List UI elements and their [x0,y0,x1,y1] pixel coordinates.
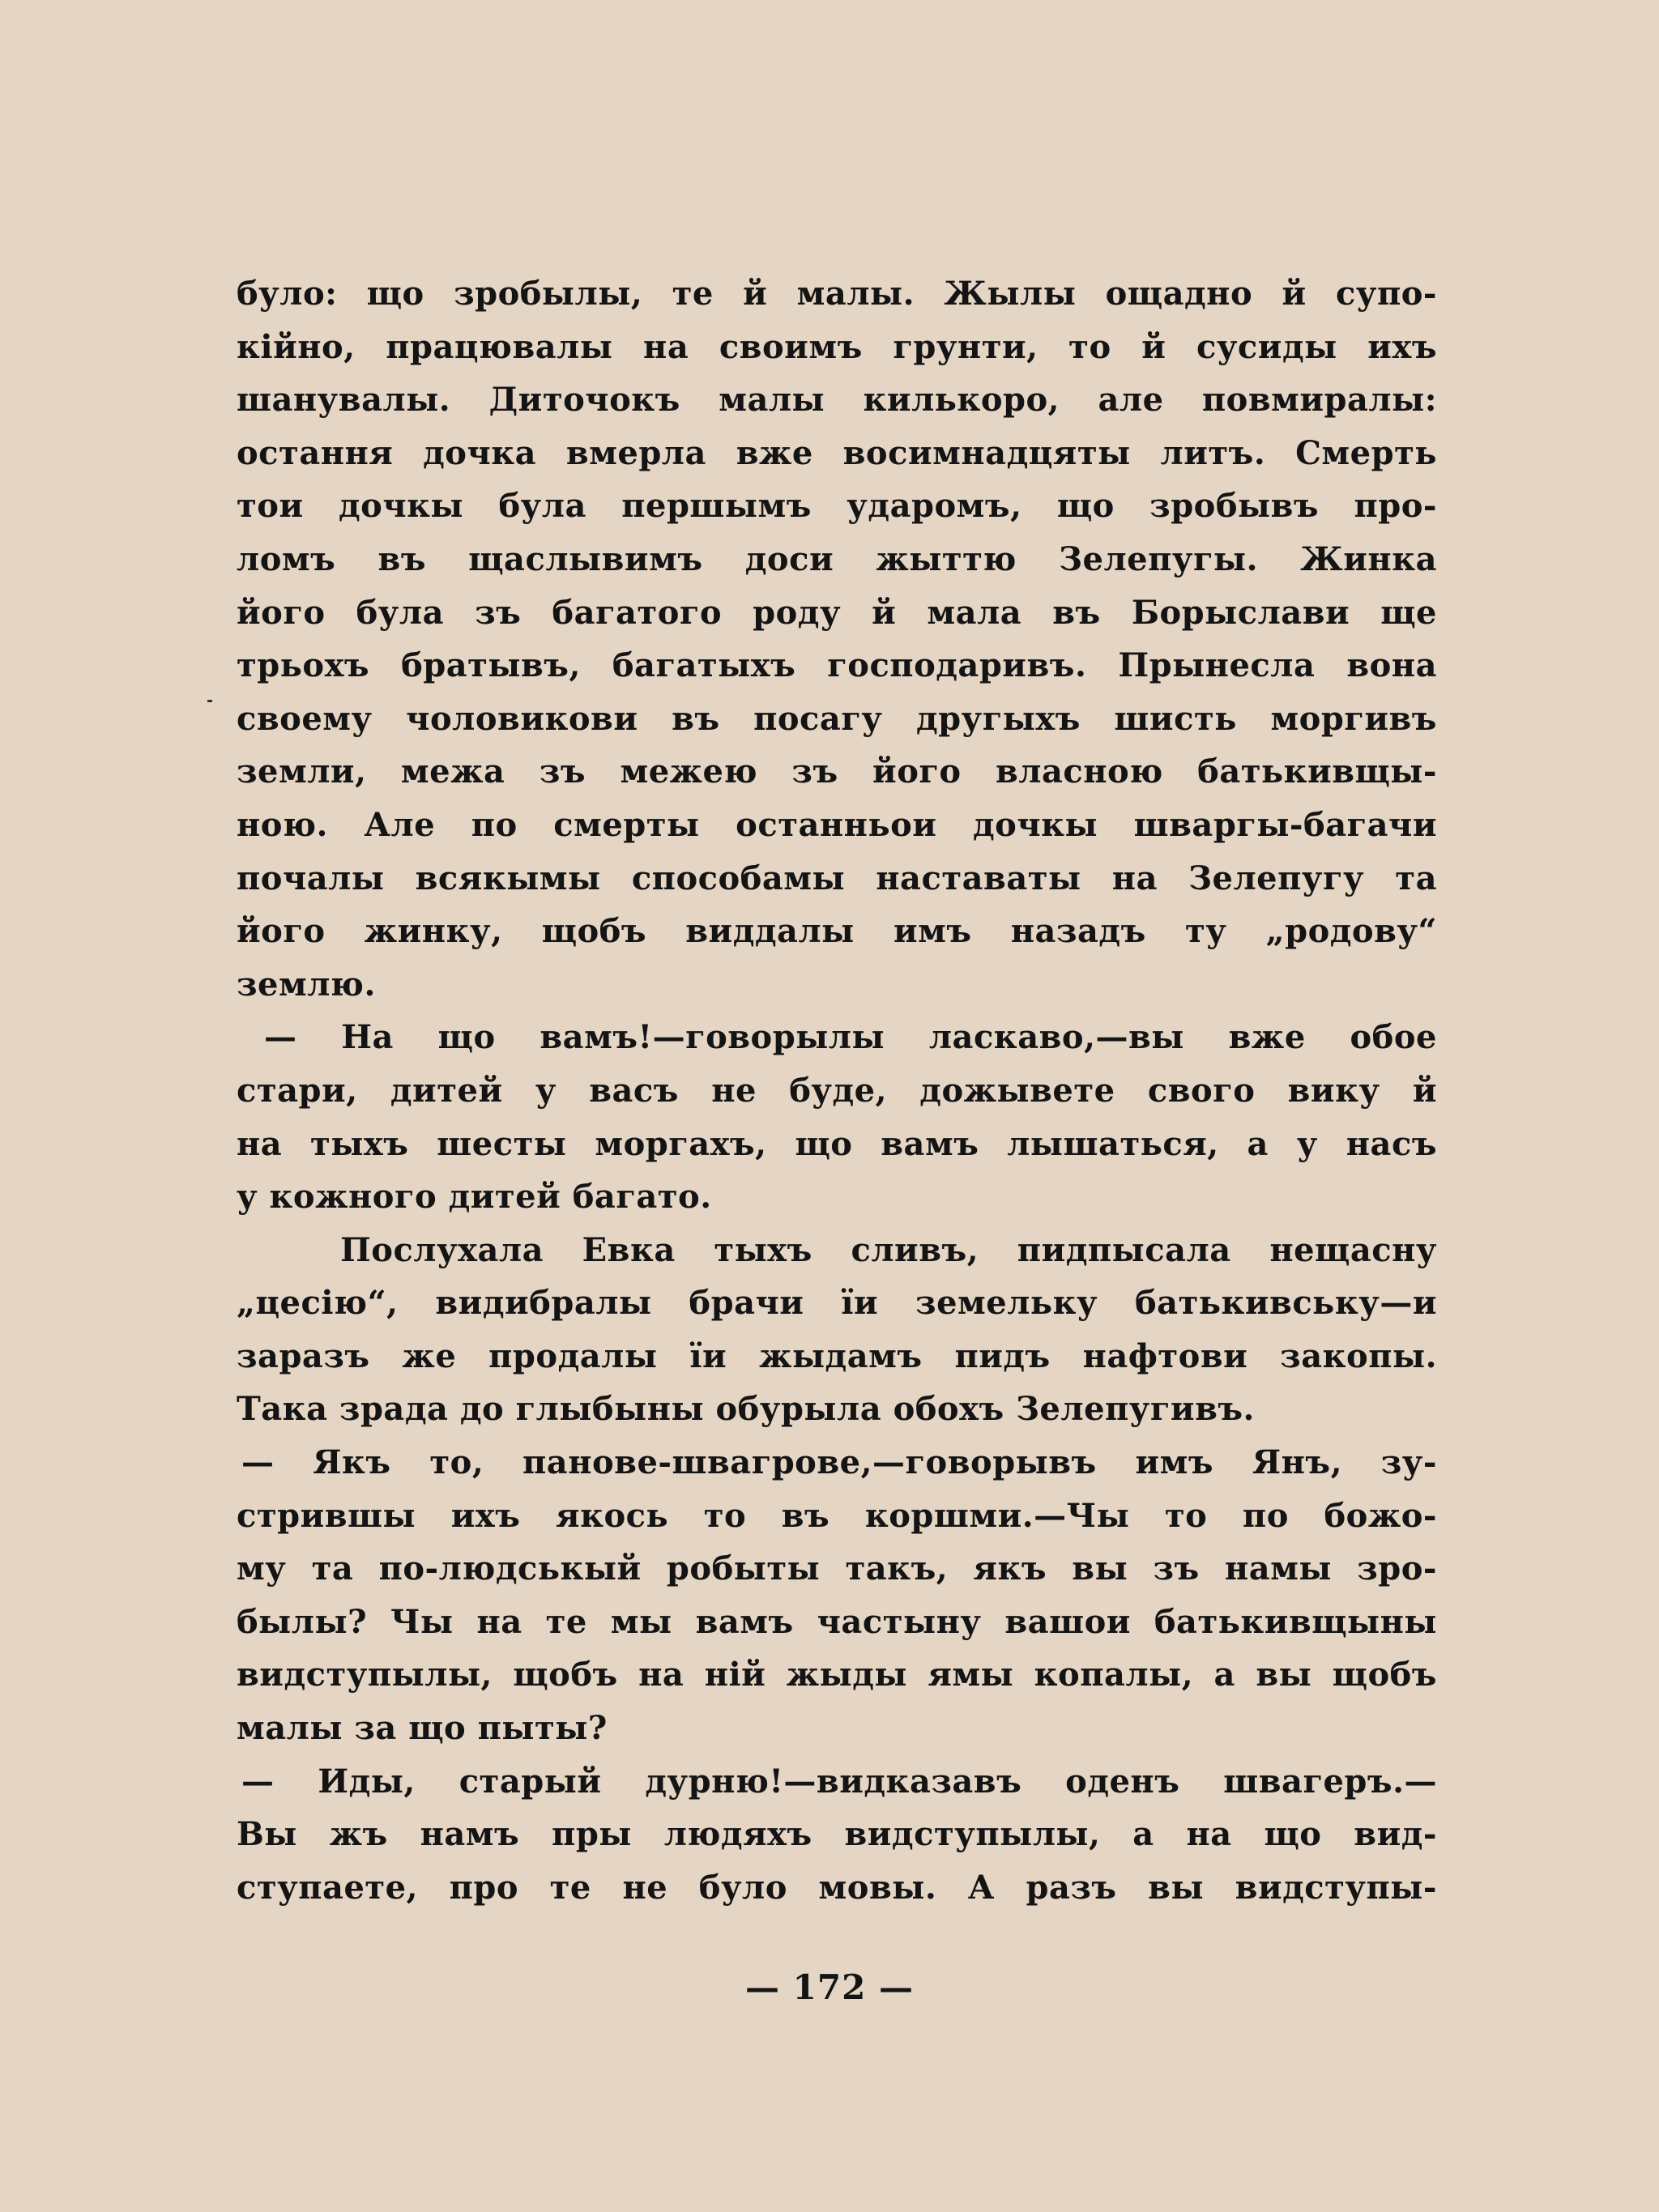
page-number: — 172 — [745,1967,914,2007]
text-line: му та по-людськый робыты такъ, якъ вы зъ намы зро- [237,1549,1437,1588]
text-line: тои дочкы була першымъ ударомъ, що зробывъ про- [237,487,1437,526]
text-line: стари, дитей у васъ не буде, дожывете свого вику й [237,1071,1437,1110]
page-text [237,267,1437,1914]
text-line: своему чоловикови въ посагу другыхъ шисть моргивъ [237,699,1437,738]
text-line: малы за що пыты? [237,1709,608,1748]
text-line: „цесію“, видибралы брачи їи земельку батькивську—и [237,1284,1437,1323]
text-line: його була зъ багатого роду й мала въ Борыслави ще [237,593,1437,632]
stray-ink-mark [207,700,212,702]
text-line: Послухала Евка тыхъ сливъ, пидпысала нещасну [340,1230,1437,1269]
text-line: — Иды, старый дурню!—видказавъ оденъ швагеръ.— [241,1762,1437,1801]
text-line: — Якъ то, панове-швагрове,—говорывъ имъ Янъ, зу- [241,1443,1437,1482]
text-line: остання дочка вмерла вже восимнадцяты литъ. Смерть [237,433,1437,472]
text-line: земли, межа зъ межею зъ його власною батькивщы- [237,752,1437,791]
text-line: трьохъ братывъ, багатыхъ господаривъ. Прынесла вона [237,646,1437,685]
text-line: ломъ въ щаслывимъ доси жыттю Зелепугы. Жинка [237,539,1437,578]
text-line: — На що вамъ!—говорылы ласкаво,—вы вже обое [264,1018,1437,1057]
text-line: ступаете, про те не було мовы. А разъ вы видступы- [237,1868,1437,1907]
text-line: шанувалы. Диточокъ малы килькоро, але повмиралы: [237,381,1437,420]
text-line: видступылы, щобъ на ній жыды ямы копалы, а вы щобъ [237,1656,1437,1694]
text-line: Така зрада до глыбыны обурыла обохъ Зелепугивъ. [237,1390,1255,1429]
text-line: былы? Чы на те мы вамъ частыну вашои батькивщыны [237,1602,1437,1641]
text-line: заразъ же продалы їи жыдамъ пидъ нафтови закопы. [237,1336,1437,1375]
text-line: ною. Але по смерты останньои дочкы шваргы-багачи [237,805,1437,844]
text-line: стрившы ихъ якось то въ коршми.—Чы то по божо- [237,1496,1437,1535]
text-line: його жинку, щобъ виддалы имъ назадъ ту „родову“ [237,912,1437,951]
text-line: кійно, працювалы на своимъ грунти, то й сусиды ихъ [237,327,1437,366]
text-line: було: що зробылы, те й малы. Жылы ощадно й супо- [237,275,1437,313]
text-line: у кожного дитей багато. [237,1178,712,1217]
text-line: на тыхъ шесты моргахъ, що вамъ лышаться, а у насъ [237,1124,1437,1163]
text-line: землю. [237,965,376,1004]
text-line: почалы всякымы способамы наставаты на Зелепугу та [237,859,1437,897]
text-line: Вы жъ намъ пры людяхъ видступылы, а на що вид- [237,1815,1437,1854]
